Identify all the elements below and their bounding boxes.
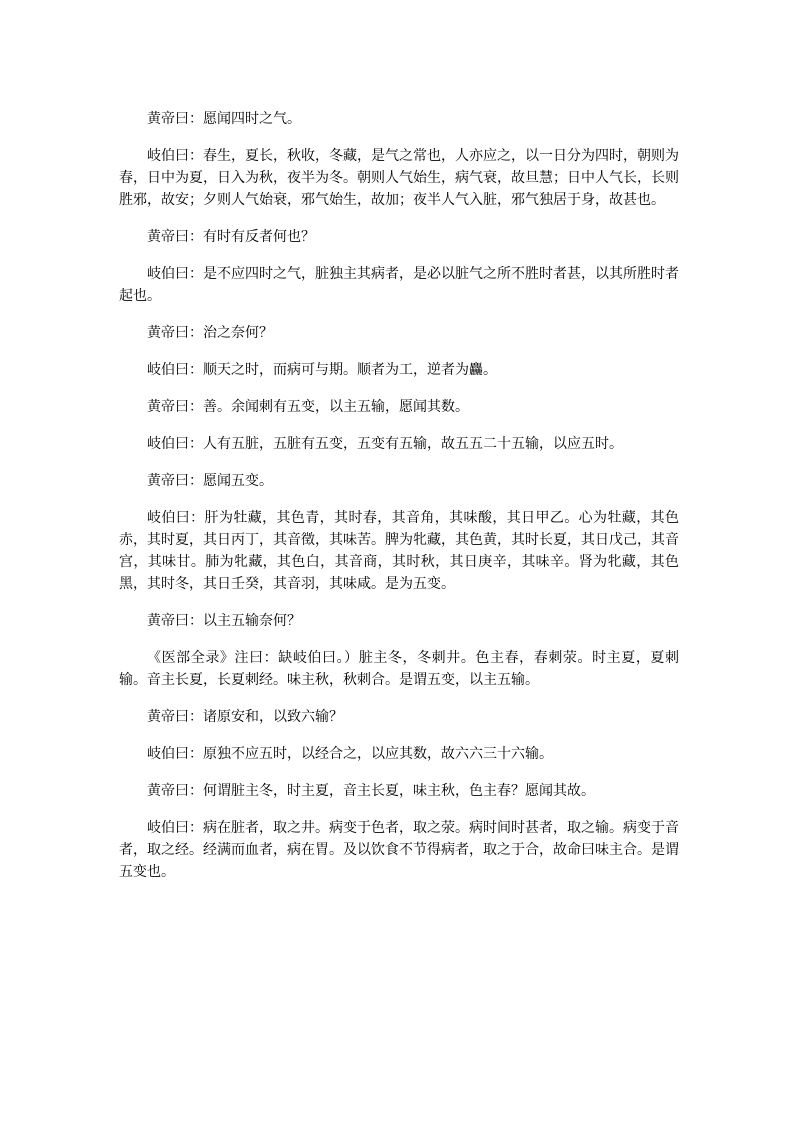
paragraph: 岐伯曰：春生，夏长，秋收，冬藏，是气之常也，人亦应之，以一日分为四时，朝则为春，日中为夏，日入为秋，夜半为冬。朝则人气始生，病气衰，故旦慧；日中人气长，长则胜邪，故安；夕则人气始衰，邪气始生，故加；夜半人气入脏，邪气独居于身，故甚也。 — [119, 148, 679, 208]
paragraph: 《医部全录》注曰：缺岐伯曰。）脏主冬，冬刺井。色主春，春刺荥。时主夏，夏刺输。音主长夏，长夏刺经。味主秋，秋刺合。是谓五变，以主五输。 — [119, 650, 679, 688]
document-body — [119, 108, 679, 898]
paragraph: 黄帝曰：治之奈何？ — [147, 325, 273, 341]
paragraph: 岐伯曰：人有五脏，五脏有五变，五变有五输，故五五二十五输，以应五时。 — [147, 436, 623, 452]
paragraph: 黄帝曰：愿闻四时之气。 — [147, 111, 301, 127]
paragraph: 岐伯曰：原独不应五时，以经合之，以应其数，故六六三十六输。 — [147, 746, 553, 762]
paragraph: 黄帝曰：愿闻五变。 — [147, 473, 273, 489]
paragraph: 黄帝曰：善。余闻刺有五变，以主五输，愿闻其数。 — [147, 399, 469, 415]
paragraph: 黄帝曰：有时有反者何也？ — [147, 229, 315, 245]
paragraph: 岐伯曰：肝为牡藏，其色青，其时春，其音角，其味酸，其日甲乙。心为牡藏，其色赤，其时夏，其日丙丁，其音徵，其味苦。脾为牝藏，其色黄，其时长夏，其日戊己，其音宫，其味甘。肺为牝藏，其色白，其音商，其时秋，其日庚辛，其味辛。肾为牝藏，其色黑，其时冬，其日壬癸，其音羽，其味咸。是为五变。 — [119, 510, 679, 592]
paragraph: 岐伯曰：是不应四时之气，脏独主其病者，是必以脏气之所不胜时者甚，以其所胜时者起也。 — [119, 266, 679, 304]
paragraph: 黄帝曰：何谓脏主冬，时主夏，音主长夏，味主秋，色主春？愿闻其故。 — [147, 783, 595, 799]
paragraph: 岐伯曰：顺天之时，而病可与期。顺者为工，逆者为麤。 — [147, 362, 497, 378]
paragraph: 黄帝曰：以主五输奈何？ — [147, 613, 301, 629]
paragraph: 岐伯曰：病在脏者，取之井。病变于色者，取之荥。病时间时甚者，取之输。病变于音者，取之经。经满而血者，病在胃。及以饮食不节得病者，取之于合，故命曰味主合。是谓五变也。 — [119, 820, 679, 880]
paragraph: 黄帝曰：诸原安和，以致六输？ — [147, 709, 343, 725]
